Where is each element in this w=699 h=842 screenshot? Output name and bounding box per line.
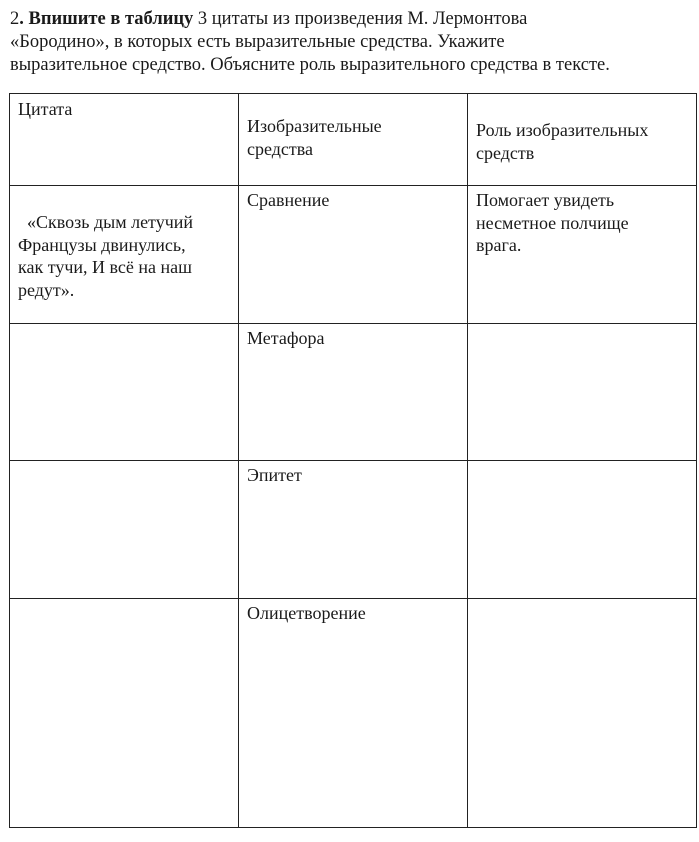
means-label: Эпитет: [247, 465, 302, 485]
role-cell[interactable]: [468, 599, 697, 828]
role-cell[interactable]: [468, 461, 697, 599]
quote-line-3: как тучи, И всё на наш: [18, 257, 192, 277]
header-means-line-2: средства: [247, 138, 314, 159]
task-instruction: [10, 8, 694, 77]
header-role: [468, 94, 697, 186]
quote-line-2: Французы двинулись,: [18, 234, 186, 255]
header-role-line-2: средств: [476, 142, 535, 163]
means-label: Олицетворение: [247, 603, 366, 623]
header-role-line-1: Роль изобразительных: [476, 120, 649, 140]
answer-table: [9, 93, 697, 828]
means-cell[interactable]: [239, 599, 468, 828]
role-cell[interactable]: [468, 324, 697, 461]
role-line-2: несметное полчище: [476, 212, 629, 233]
role-line-1: Помогает увидеть: [476, 190, 615, 210]
means-cell[interactable]: [239, 186, 468, 324]
quote-cell[interactable]: [10, 186, 239, 324]
means-label: Сравнение: [247, 190, 330, 210]
table-row: [10, 599, 697, 828]
quote-cell[interactable]: [10, 461, 239, 599]
header-quote: [10, 94, 239, 186]
quote-cell[interactable]: [10, 599, 239, 828]
task-line-1: [10, 8, 694, 31]
header-means-line-1: Изобразительные: [247, 116, 382, 136]
table-row: [10, 461, 697, 599]
table-header-row: [10, 94, 697, 186]
quote-cell[interactable]: [10, 324, 239, 461]
task-line-1-text: 3 цитаты из произведения М. Лермонтова: [193, 9, 528, 29]
task-bold-heading: . Впишите в таблицу: [19, 9, 194, 29]
task-line-3: выразительное средство. Объясните роль выразительного средства в тексте.: [10, 55, 610, 75]
quote-line-1: «Сквозь дым летучий: [27, 212, 194, 232]
table-row: [10, 324, 697, 461]
means-cell[interactable]: [239, 461, 468, 599]
role-cell[interactable]: [468, 186, 697, 324]
task-number: 2: [10, 9, 20, 29]
task-line-2: «Бородино», в которых есть выразительные средства. Укажите: [10, 32, 505, 52]
means-cell[interactable]: [239, 324, 468, 461]
table-row: [10, 186, 697, 324]
means-label: Метафора: [247, 328, 325, 348]
role-line-3: врага.: [476, 235, 522, 255]
header-quote-label: Цитата: [18, 99, 73, 119]
quote-line-4: редут».: [18, 279, 75, 300]
header-means: [239, 94, 468, 186]
